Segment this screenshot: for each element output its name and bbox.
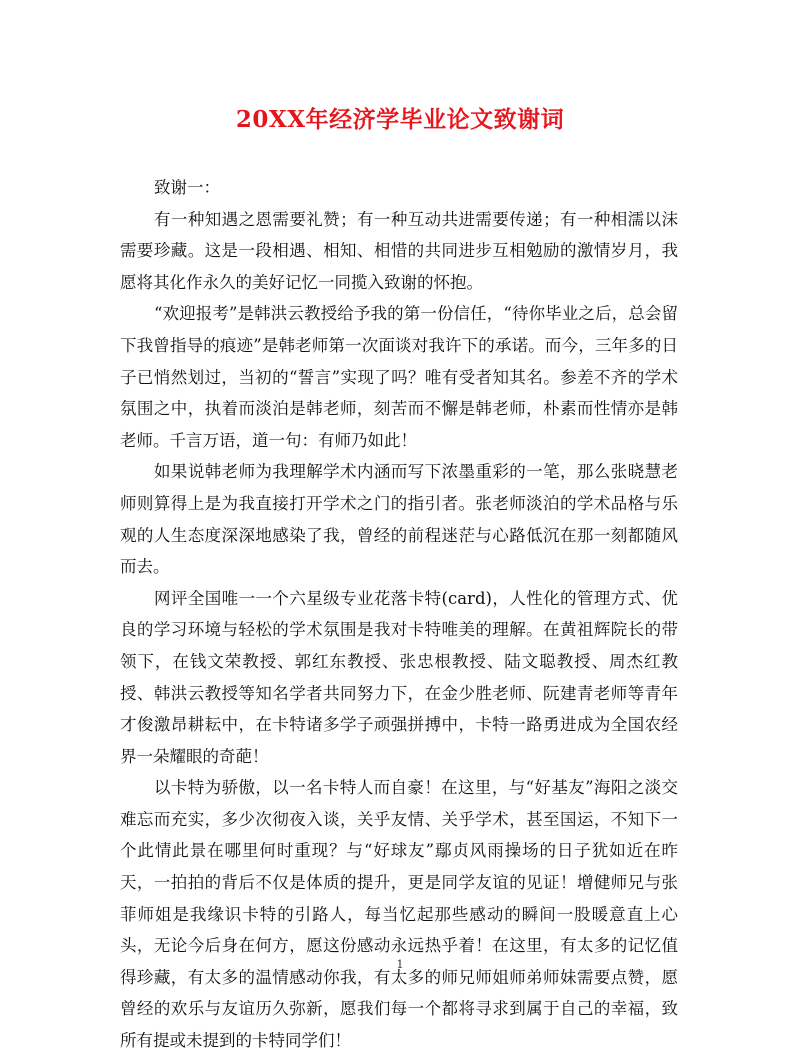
paragraph: 以卡特为骄傲，以一名卡特人而自豪！在这里，与“好基友”海阳之淡交难忘而充实，多少次彻夜入谈，关乎友情、关乎学术，甚至国运，不知下一个此情此景在哪里何时重现？与“好球友”鄢贞风雨操场的日子犹如近在昨天，一拍拍的背后不仅是体质的提升，更是同学友谊的见证！增健师兄与张菲师姐是我缘识卡特的引路人，每当忆起那些感动的瞬间一股暖意直上心头，无论今后身在何方，愿这份感动永远热乎着！在这里，有太多的记忆值得珍藏，有太多的温情感动你我，有太多的师兄师姐师弟师妹需要点赞，愿曾经的欢乐与友谊历久弥新，愿我们每一个都将寻求到属于自己的幸福，致所有提或未提到的卡特同学们！ bbox=[120, 778, 678, 1051]
document-title: 20XX年经济学毕业论文致谢词 bbox=[235, 106, 565, 133]
paragraph: “欢迎报考”是韩洪云教授给予我的第一份信任，“待你毕业之后，总会留下我曾指导的痕迹”是韩老师第一次面谈对我许下的承诺。而今，三年多的日子已悄然划过，当初的“誓言”实现了吗？唯有受者知其名。参差不齐的学术氛围之中，执着而淡泊是韩老师，刻苦而不懈是韩老师，朴素而性情亦是韩老师。千言万语，道一句：有师乃如此！ bbox=[120, 304, 678, 450]
paragraph: 网评全国唯一一个六星级专业花落卡特(card)，人性化的管理方式、优良的学习环境与轻松的学术氛围是我对卡特唯美的理解。在黄祖辉院长的带领下，在钱文荣教授、郭红东教授、张忠根教授、陆文聪教授、周杰红教授、韩洪云教授等知名学者共同努力下，在金少胜老师、阮建青老师等青年才俊激昂耕耘中，在卡特诸多学子顽强拼搏中，卡特一路勇进成为全国农经界一朵耀眼的奇葩！ bbox=[120, 588, 678, 766]
paragraph: 有一种知遇之恩需要礼赞；有一种互动共进需要传递；有一种相濡以沫需要珍藏。这是一段相遇、相知、相惜的共同进步互相勉励的激情岁月，我愿将其化作永久的美好记忆一同揽入致谢的怀抱。 bbox=[120, 209, 678, 292]
document-body bbox=[120, 172, 678, 1057]
section-label: 致谢一： bbox=[154, 178, 220, 197]
page-number: 1 bbox=[396, 958, 404, 971]
paragraph: 如果说韩老师为我理解学术内涵而写下浓墨重彩的一笔，那么张晓慧老师则算得上是为我直接打开学术之门的指引者。张老师淡泊的学术品格与乐观的人生态度深深地感染了我，曾经的前程迷茫与心路低沉在那一刻都随风而去。 bbox=[120, 462, 678, 577]
